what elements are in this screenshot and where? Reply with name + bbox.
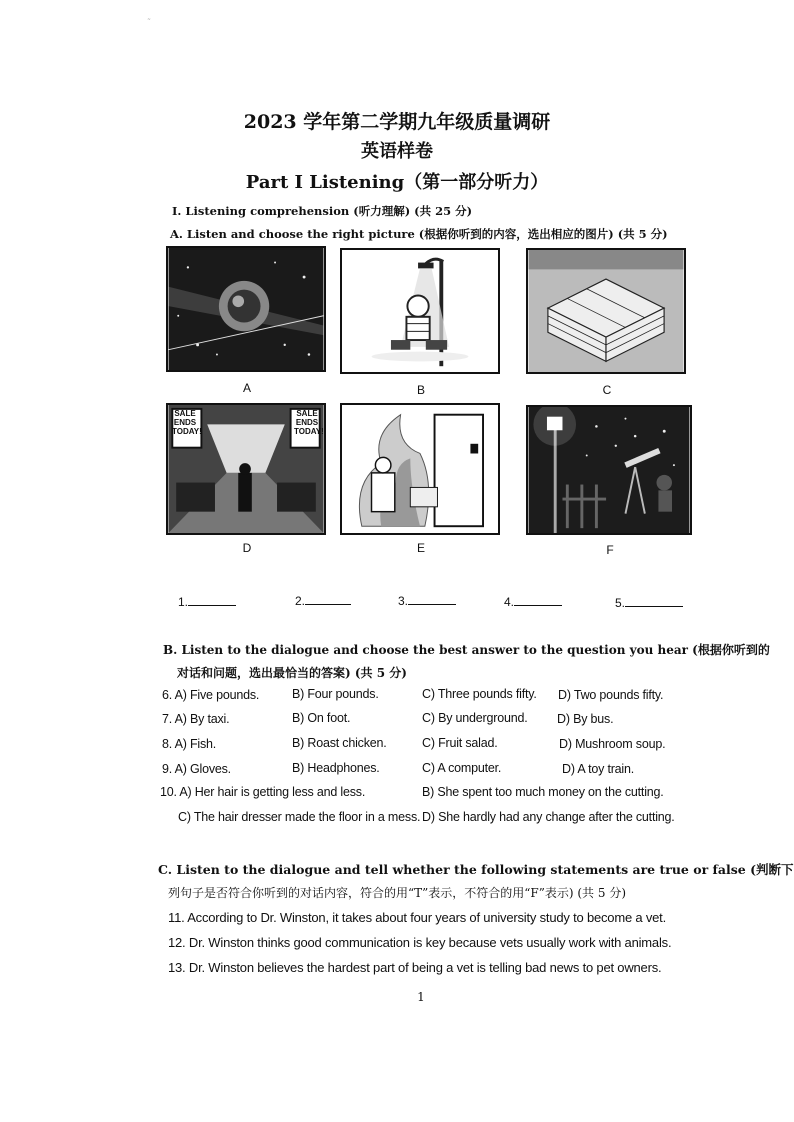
- answer-blank-2[interactable]: [295, 594, 351, 608]
- q6-option-b[interactable]: B) Four pounds.: [292, 687, 379, 701]
- exam-title: 2023 学年第二学期九年级质量调研: [243, 111, 551, 133]
- q10-option-d[interactable]: D) She hardly had any change after the cutting.: [422, 810, 675, 824]
- section-1-heading: I. Listening comprehension (听力理解) (共 25 分): [172, 204, 473, 218]
- q10-option-b[interactable]: B) She spent too much money on the cutting.: [422, 785, 664, 799]
- meteor-illustration: [168, 248, 324, 370]
- blank-number: 5.: [615, 596, 626, 610]
- section-a-heading: A. Listen and choose the right picture (根据你听到的内容，选出相应的图片) (共 5 分): [170, 227, 668, 241]
- blank-number: 2.: [295, 594, 306, 608]
- q8-option-c[interactable]: C) Fruit salad.: [422, 736, 498, 750]
- picture-a-label: A: [242, 381, 251, 395]
- answer-blank-3[interactable]: [398, 594, 456, 608]
- q8-option-a[interactable]: 8. A) Fish.: [162, 737, 217, 751]
- section-c-heading-line1: C. Listen to the dialogue and tell whether the following statements are true or false (判断下: [158, 862, 794, 877]
- exam-subtitle: 英语样卷: [361, 141, 433, 162]
- scan-speck: ˜: [147, 18, 151, 27]
- picture-a: [166, 246, 326, 372]
- picture-d-label: D: [242, 541, 252, 555]
- picture-e: [340, 403, 500, 535]
- sale-sign-line: TODAY!: [294, 427, 324, 436]
- section-c-heading-line2: 列句子是否符合你听到的对话内容，符合的用“T”表示，不符合的用“F”表示) (共 5 分): [168, 886, 626, 900]
- q8-option-d[interactable]: D) Mushroom soup.: [559, 737, 666, 751]
- page-number: 1: [417, 990, 425, 1004]
- picture-f: [526, 405, 692, 535]
- section-b-heading-line2: 对话和问题，选出最恰当的答案) (共 5 分): [177, 666, 407, 680]
- picture-b-label: B: [416, 383, 425, 397]
- q10-option-a[interactable]: 10. A) Her hair is getting less and less.: [160, 785, 366, 799]
- sale-sign-left: [172, 409, 202, 436]
- answer-blank-5[interactable]: [615, 596, 683, 610]
- q7-option-c[interactable]: C) By underground.: [422, 711, 528, 725]
- q6-option-a[interactable]: 6. A) Five pounds.: [162, 688, 260, 702]
- sale-sign-line: SALE: [296, 409, 318, 418]
- q7-option-d[interactable]: D) By bus.: [557, 712, 614, 726]
- picture-c-label: C: [602, 383, 612, 397]
- child-lamp-illustration: [342, 250, 498, 372]
- part-heading: Part I Listening（第一部分听力）: [245, 172, 549, 193]
- q9-option-d[interactable]: D) A toy train.: [562, 762, 635, 776]
- q6-option-c[interactable]: C) Three pounds fifty.: [422, 687, 537, 701]
- sale-sign-right: [294, 409, 324, 436]
- sale-sign-line: SALE: [174, 409, 196, 418]
- picture-f-label: F: [606, 543, 614, 557]
- q9-option-b[interactable]: B) Headphones.: [292, 761, 380, 775]
- sale-sign-line: TODAY!: [172, 427, 202, 436]
- q6-option-d[interactable]: D) Two pounds fifty.: [558, 688, 664, 702]
- section-b-heading-line1: B. Listen to the dialogue and choose the best answer to the question you hear (根据你听到的: [163, 643, 770, 657]
- sale-sign-line: ENDS: [173, 418, 197, 427]
- picture-e-label: E: [416, 541, 425, 555]
- blank-number: 3.: [398, 594, 409, 608]
- picture-c: [526, 248, 686, 374]
- q9-option-a[interactable]: 9. A) Gloves.: [162, 762, 231, 776]
- answer-blank-4[interactable]: [504, 595, 562, 609]
- blank-number: 1.: [178, 595, 189, 609]
- picture-b: [340, 248, 500, 374]
- statement-11: 11. According to Dr. Winston, it takes about four years of university study to become a vet.: [168, 910, 667, 925]
- blank-number: 4.: [504, 595, 515, 609]
- q10-option-c[interactable]: C) The hair dresser made the floor in a mess.: [178, 810, 421, 824]
- statement-12: 12. Dr. Winston thinks good communication is key because vets usually work with animals.: [168, 935, 672, 950]
- answer-blank-1[interactable]: [178, 595, 236, 609]
- stargazing-illustration: [528, 407, 690, 533]
- statement-13: 13. Dr. Winston believes the hardest part of being a vet is telling bad news to pet owners.: [168, 960, 662, 975]
- sale-sign-line: ENDS: [295, 418, 319, 427]
- q9-option-c[interactable]: C) A computer.: [422, 761, 502, 775]
- building-illustration: [528, 250, 684, 372]
- q7-option-b[interactable]: B) On foot.: [292, 711, 351, 725]
- q7-option-a[interactable]: 7. A) By taxi.: [162, 712, 230, 726]
- q8-option-b[interactable]: B) Roast chicken.: [292, 736, 387, 750]
- fire-illustration: [342, 405, 498, 533]
